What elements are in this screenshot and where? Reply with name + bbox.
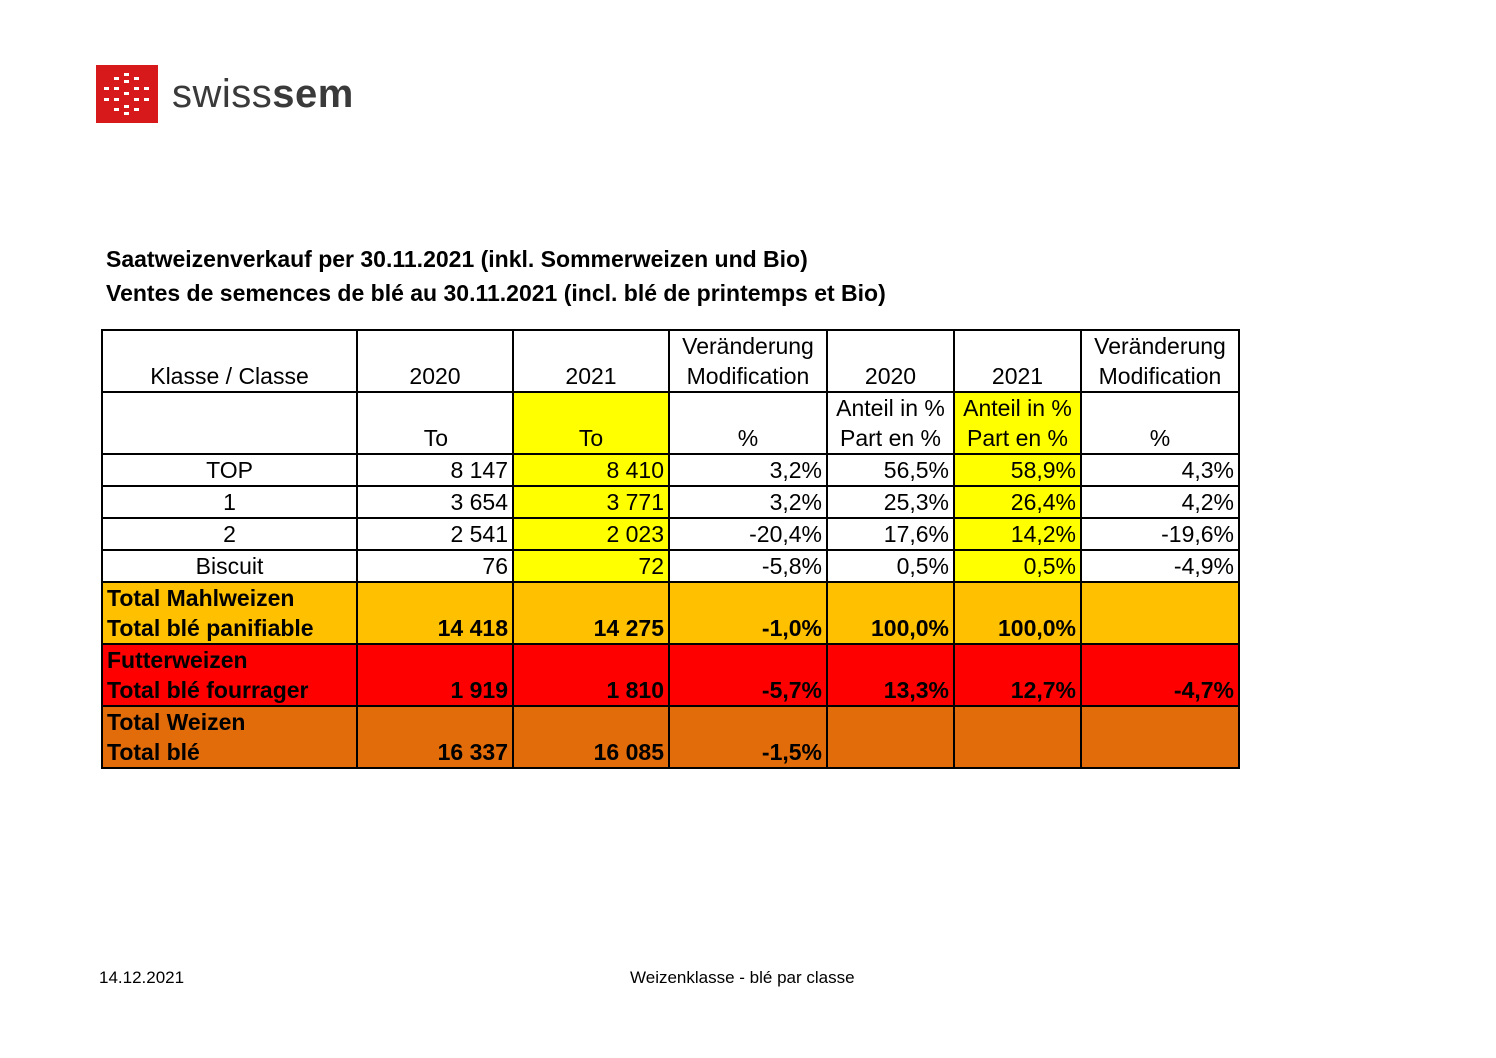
total-share-change [1081,582,1239,644]
total-2021: 1 810 [513,644,669,706]
row-class: TOP [102,454,357,486]
logo-mark [96,65,158,123]
row-share-2020: 56,5% [827,454,954,486]
subheader-share-2020: Anteil in % Part en % [827,392,954,454]
total-2021: 16 085 [513,706,669,768]
row-change: 3,2% [669,486,827,518]
footer-date: 14.12.2021 [99,968,185,987]
header-row [102,330,1239,392]
row-2021: 72 [513,550,669,582]
title-fr: Ventes de semences de blé au 30.11.2021 (incl. blé de printemps et Bio) [106,280,886,306]
row-change: -20,4% [669,518,827,550]
row-2020: 2 541 [357,518,513,550]
row-change: -5,8% [669,550,827,582]
total-row-wheat [102,706,1239,768]
subheader-to-2021: To [513,392,669,454]
row-2021: 3 771 [513,486,669,518]
row-share-change: -4,9% [1081,550,1239,582]
row-share-2021: 14,2% [954,518,1081,550]
total-share-2020: 13,3% [827,644,954,706]
total-change: -5,7% [669,644,827,706]
total-share-change [1081,706,1239,768]
row-share-change: 4,2% [1081,486,1239,518]
table-row [102,550,1239,582]
header-share-2021: 2021 [954,330,1081,392]
row-2020: 8 147 [357,454,513,486]
footer-caption: Weizenklasse - blé par classe [630,968,855,987]
table-row [102,454,1239,486]
titles [106,242,886,310]
row-change: 3,2% [669,454,827,486]
subheader-pct-2: % [1081,392,1239,454]
total-share-2021: 100,0% [954,582,1081,644]
subheader-empty [102,392,357,454]
row-2021: 8 410 [513,454,669,486]
row-share-change: 4,3% [1081,454,1239,486]
total-row-milling [102,582,1239,644]
header-change: Veränderung Modification [669,330,827,392]
row-share-2020: 0,5% [827,550,954,582]
total-share-change: -4,7% [1081,644,1239,706]
wheat-sales-table [101,329,1240,769]
table-row [102,518,1239,550]
header-2020: 2020 [357,330,513,392]
row-share-2020: 17,6% [827,518,954,550]
row-2020: 3 654 [357,486,513,518]
total-2020: 16 337 [357,706,513,768]
total-label: Total Mahlweizen Total blé panifiable [102,582,357,644]
subheader-row [102,392,1239,454]
row-share-2021: 26,4% [954,486,1081,518]
row-class: Biscuit [102,550,357,582]
total-change: -1,0% [669,582,827,644]
row-class: 1 [102,486,357,518]
title-de: Saatweizenverkauf per 30.11.2021 (inkl. Sommerweizen und Bio) [106,246,808,272]
total-label: Futterweizen Total blé fourrager [102,644,357,706]
total-label: Total Weizen Total blé [102,706,357,768]
header-2021: 2021 [513,330,669,392]
total-share-2020 [827,706,954,768]
row-share-2020: 25,3% [827,486,954,518]
row-2021: 2 023 [513,518,669,550]
total-2021: 14 275 [513,582,669,644]
row-share-change: -19,6% [1081,518,1239,550]
header-class: Klasse / Classe [102,330,357,392]
total-share-2021: 12,7% [954,644,1081,706]
table-row [102,486,1239,518]
total-share-2020: 100,0% [827,582,954,644]
subheader-to-2020: To [357,392,513,454]
total-row-feed [102,644,1239,706]
swisssem-logo [96,65,366,123]
row-share-2021: 58,9% [954,454,1081,486]
subheader-pct: % [669,392,827,454]
total-2020: 1 919 [357,644,513,706]
header-share-2020: 2020 [827,330,954,392]
logo-wordmark: swisssem [172,72,354,116]
total-share-2021 [954,706,1081,768]
header-change-2: Veränderung Modification [1081,330,1239,392]
dot-cross-icon [96,65,158,123]
row-class: 2 [102,518,357,550]
total-change: -1,5% [669,706,827,768]
subheader-share-2021: Anteil in % Part en % [954,392,1081,454]
row-2020: 76 [357,550,513,582]
total-2020: 14 418 [357,582,513,644]
row-share-2021: 0,5% [954,550,1081,582]
